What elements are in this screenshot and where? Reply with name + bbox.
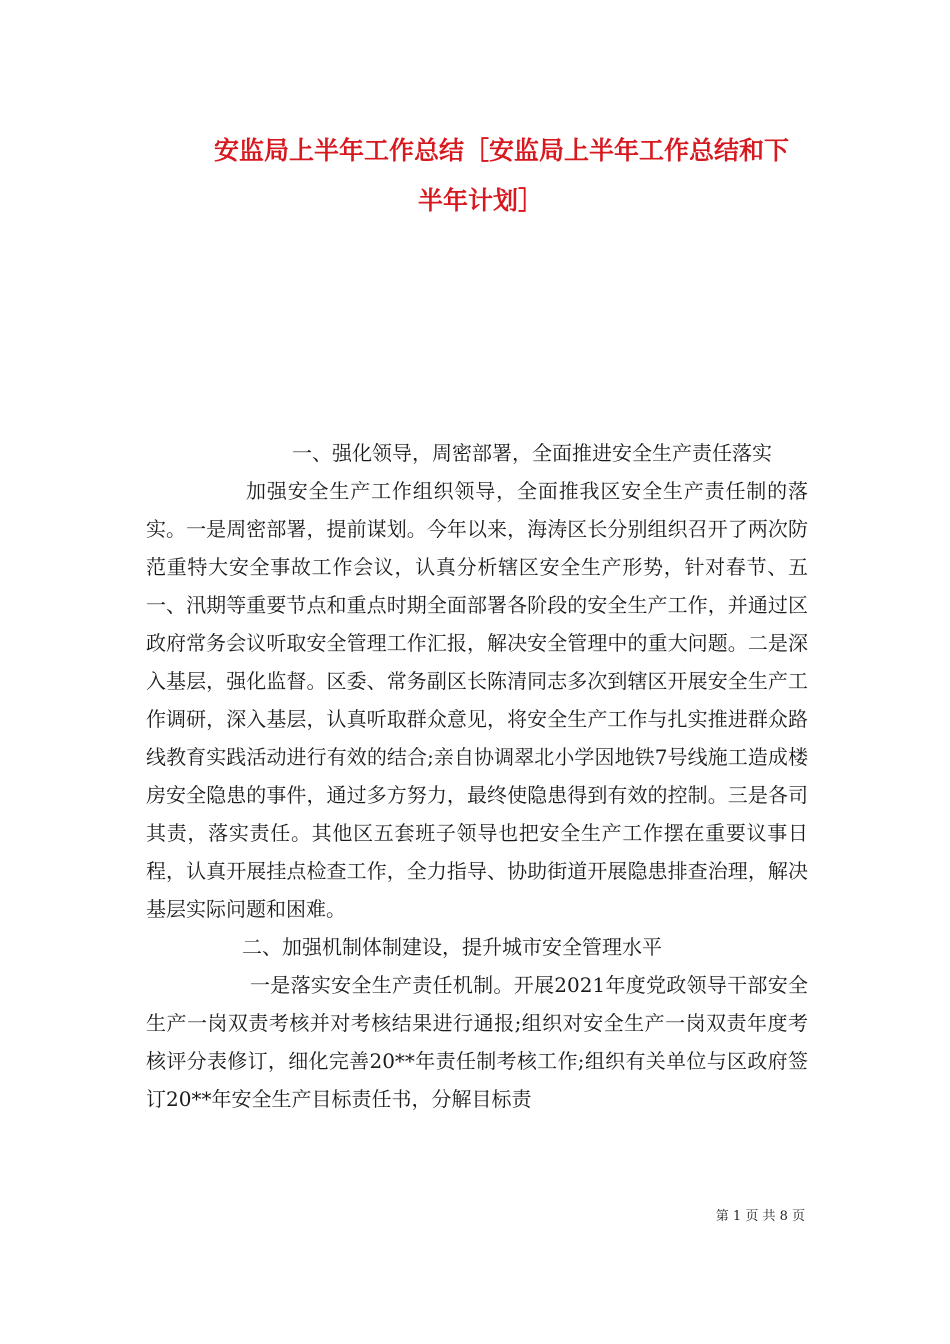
document-title-line1: 安监局上半年工作总结［安监局上半年工作总结和下 (214, 136, 790, 165)
section2-heading: 二、加强机制体制建设，提升城市安全管理水平 (242, 935, 662, 959)
section1-paragraph: 加强安全生产工作组织领导，全面推我区安全生产责任制的落实。一是周密部署，提前谋划。今年以来，海涛区长分别组织召开了两次防范重特大安全事故工作会议，认真分析辖区安全生产形势，针对春节、五一、汛期等重要节点和重点时期全面部署各阶段的安全生产工作，并通过区政府常务会议听取安全管理工作汇报，解决安全管理中的重大问题。二是深入基层，强化监督。区委、常务副区长陈清同志多次到辖区开展安全生产工作调研，深入基层，认真听取群众意见，将安全生产工作与扎实推进群众路线教育实践活动进行有效的结合;亲自协调翠北小学因地铁7号线施工造成楼房安全隐患的事件，通过多方努力，最终使隐患得到有效的控制。三是各司其责，落实责任。其他区五套班子领导也把安全生产工作摆在重要议事日程，认真开展挂点检查工作，全力指导、协助街道开展隐患排查治理，解决基层实际问题和困难。 (146, 479, 808, 921)
section2-paragraph: 一是落实安全生产责任机制。开展2021年度党政领导干部安全生产一岗双责考核并对考核结果进行通报;组织对安全生产一岗双责年度考核评分表修订，细化完善20**年责任制考核工作;组织有关单位与区政府签订20**年安全生产目标责任书，分解目标责 (146, 973, 808, 1111)
section1-heading: 一、强化领导，周密部署，全面推进安全生产责任落实 (292, 441, 772, 465)
document-title-line2: 半年计划］ (418, 186, 544, 215)
page-number: 第 1 页 共 8 页 (715, 1209, 805, 1224)
document-body (146, 434, 808, 1118)
